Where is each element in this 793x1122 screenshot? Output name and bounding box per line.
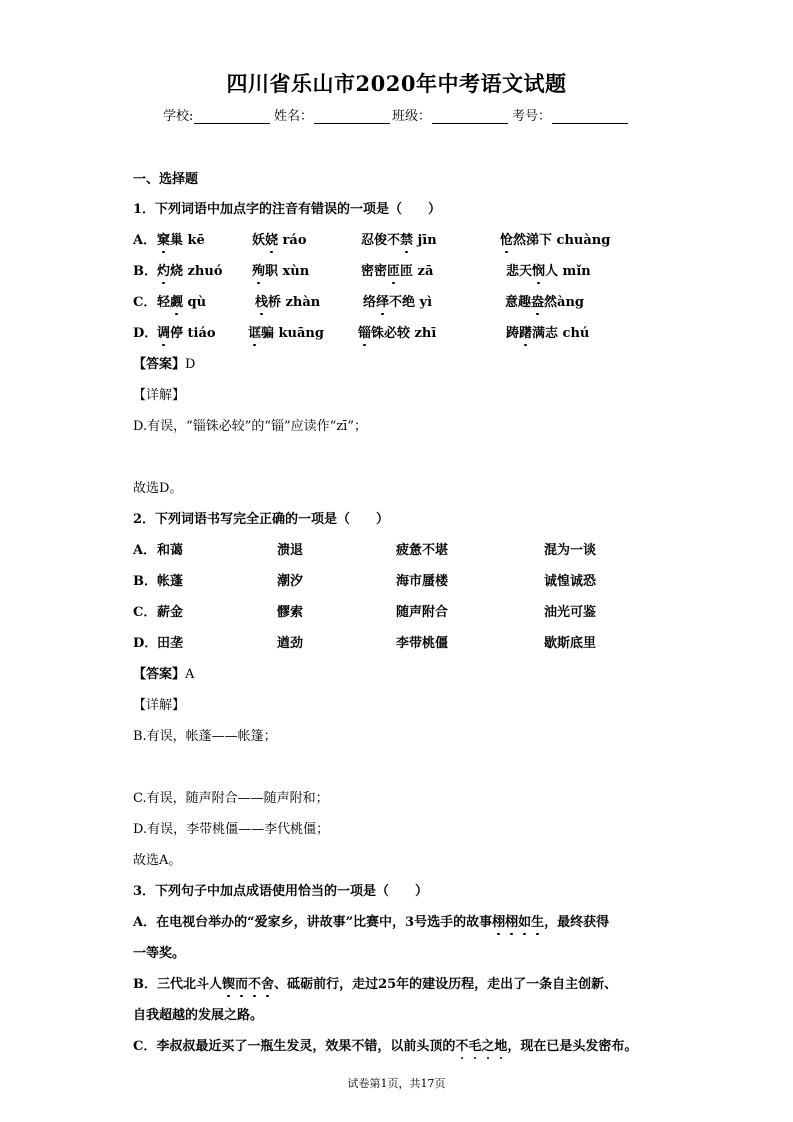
option-label: D． xyxy=(133,326,158,341)
option-item: 意趣盎然àng xyxy=(505,295,584,310)
option-item: 窠巢 kē xyxy=(157,233,205,248)
question-3-line: A．在电视台举办的“爱家乡，讲故事”比赛中，3号选手的故事栩栩如生，最终获得 xyxy=(133,915,610,930)
explain-line: 故选A。 xyxy=(133,853,182,868)
explain-line: D.有误，“锱铢必较”的“锱”应读作“zī”； xyxy=(133,419,367,434)
class-field xyxy=(392,105,509,124)
page-title: 四川省乐山市2020年中考语文试题 xyxy=(226,71,567,96)
option-label: C． xyxy=(133,605,157,620)
question-3-stem: 3．下列句子中加点成语使用恰当的一项是（ ） xyxy=(133,884,429,899)
option-item: 悲天悯人 mǐn xyxy=(506,264,591,279)
option-item: 帐蓬 xyxy=(157,574,184,589)
school-blank xyxy=(194,109,270,124)
question-2-stem: 2．下列词语书写完全正确的一项是（ ） xyxy=(133,512,390,527)
school-label: 学校: xyxy=(163,109,194,124)
answer-value: A xyxy=(185,667,195,682)
explain-label: 【详解】 xyxy=(133,388,186,403)
explain-label: 【详解】 xyxy=(133,698,186,713)
option-item: 灼烧 zhuó xyxy=(157,264,223,279)
option-label: C． xyxy=(133,295,157,310)
option-item: 和蔼 xyxy=(157,543,184,558)
explain-line: 故选D。 xyxy=(133,481,183,496)
option-item: 田垄 xyxy=(157,636,184,651)
option-item: 李带桃僵 xyxy=(396,636,449,651)
option-label: D． xyxy=(133,636,158,651)
question-3-line: C．李叔叔最近买了一瓶生发灵，效果不错，以前头顶的不毛之地，现在已是头发密布。 xyxy=(133,1039,638,1054)
option-item: 疲惫不堪 xyxy=(396,543,449,558)
option-label: A． xyxy=(133,543,157,558)
number-blank xyxy=(552,109,628,124)
option-item: 锱铢必较 zhī xyxy=(358,326,437,341)
option-item: 殉职 xùn xyxy=(252,264,310,279)
option-label: B． xyxy=(133,264,157,279)
answer-value: D xyxy=(185,357,196,372)
explain-line: B.有误，帐蓬——帐篷； xyxy=(133,729,277,744)
question-3-line: 一等奖。 xyxy=(133,946,186,961)
option-item: 调停 tiáo xyxy=(157,326,216,341)
answer-1 xyxy=(133,353,195,372)
class-blank xyxy=(432,109,508,124)
option-label: B． xyxy=(133,574,157,589)
explain-line: D.有误，李带桃僵——李代桃僵； xyxy=(133,822,330,837)
option-item: 溃退 xyxy=(277,543,304,558)
school-field xyxy=(163,105,271,124)
option-item: 诚惶诚恐 xyxy=(544,574,597,589)
option-item: 混为一谈 xyxy=(544,543,597,558)
option-item: 栈桥 zhàn xyxy=(255,295,321,310)
option-item: 忍俊不禁 jīn xyxy=(361,233,437,248)
option-item: 油光可鉴 xyxy=(544,605,597,620)
section-heading: 一、选择题 xyxy=(133,172,199,187)
option-item: 诓骗 kuāng xyxy=(248,326,324,341)
explain-line: C.有误，随声附合——随声附和； xyxy=(133,791,329,806)
option-item: 遒劲 xyxy=(277,636,304,651)
page-footer: 试卷第1页，共17页 xyxy=(347,1077,446,1090)
answer-2 xyxy=(133,663,194,682)
option-label: A． xyxy=(133,233,157,248)
name-blank xyxy=(314,109,390,124)
option-item: 歇斯底里 xyxy=(544,636,597,651)
question-3-line: 自我超越的发展之路。 xyxy=(133,1008,264,1023)
number-label: 考号： xyxy=(512,109,552,124)
option-item: 薪金 xyxy=(157,605,184,620)
class-label: 班级： xyxy=(392,109,432,124)
option-item: 海市蜃楼 xyxy=(396,574,449,589)
question-3-line: B．三代北斗人锲而不舍、砥砺前行，走过25年的建设历程，走出了一条自主创新、 xyxy=(133,977,618,992)
question-1-stem: 1．下列词语中加点字的注音有错误的一项是（ ） xyxy=(133,202,442,217)
name-field xyxy=(274,105,391,124)
number-field xyxy=(512,105,629,124)
option-item: 潮汐 xyxy=(277,574,304,589)
answer-label: 【答案】 xyxy=(133,667,186,682)
option-item: 怆然涕下 chuàng xyxy=(500,233,611,248)
option-item: 踌躇满志 chú xyxy=(506,326,590,341)
option-item: 轻觑 qù xyxy=(157,295,207,310)
option-item: 密密匝匝 zā xyxy=(361,264,434,279)
option-item: 络绎不绝 yì xyxy=(363,295,433,310)
option-item: 妖娆 ráo xyxy=(252,233,307,248)
name-label: 姓名： xyxy=(274,109,314,124)
option-item: 随声附合 xyxy=(396,605,449,620)
option-item: 髎索 xyxy=(277,605,304,620)
answer-label: 【答案】 xyxy=(133,357,186,372)
